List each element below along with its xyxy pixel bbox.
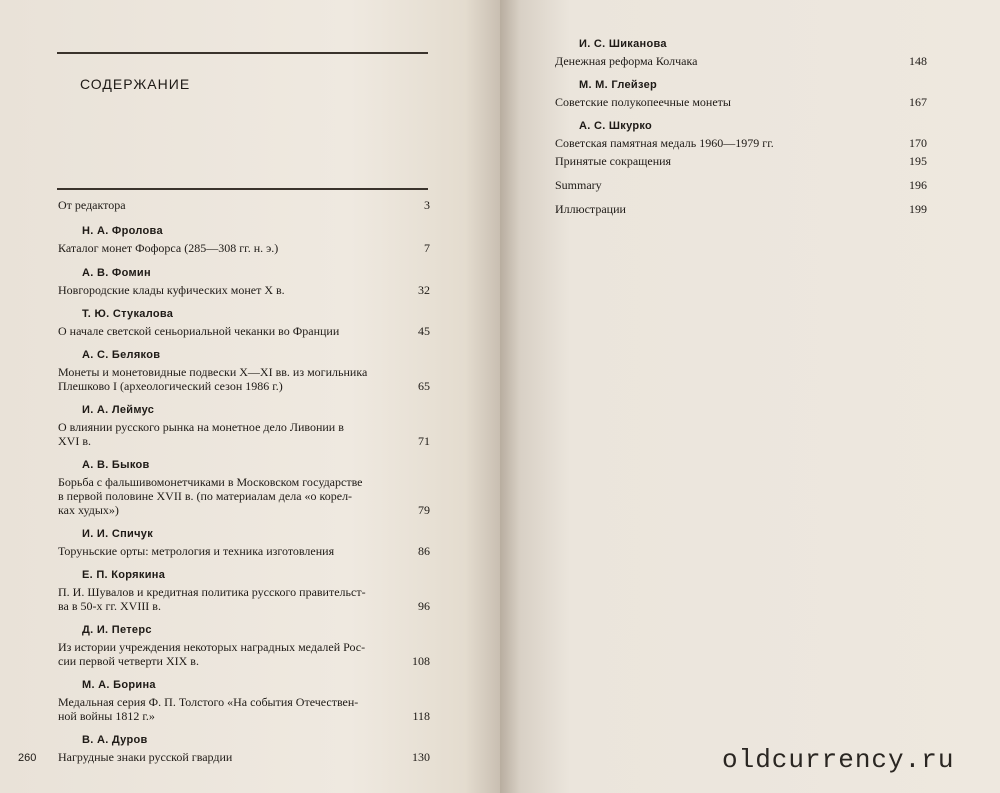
toc-title bbox=[58, 241, 430, 255]
toc-title-line: Принятые сокращения bbox=[555, 154, 672, 168]
toc-page-number: 167 bbox=[909, 95, 927, 109]
toc-title-line: П. И. Шувалов и кредитная политика русского правительст- bbox=[58, 585, 366, 599]
toc-title-line: От редактора bbox=[58, 198, 126, 212]
toc-title bbox=[555, 178, 927, 192]
toc-entry bbox=[555, 202, 927, 216]
toc-page-number: 79 bbox=[418, 503, 430, 517]
toc-entry bbox=[555, 178, 927, 192]
watermark-text: oldcurrency.ru bbox=[722, 745, 955, 775]
toc-title bbox=[58, 695, 430, 723]
toc-title bbox=[58, 640, 430, 668]
toc-entry bbox=[555, 154, 927, 168]
toc-title-line: ной войны 1812 г.» bbox=[58, 709, 155, 723]
toc-title bbox=[58, 544, 430, 558]
toc-author: И. С. Шиканова bbox=[579, 38, 667, 50]
bottom-rule bbox=[57, 188, 428, 190]
toc-author: А. В. Быков bbox=[82, 459, 150, 471]
toc-page-number: 45 bbox=[418, 324, 430, 338]
toc-page-number: 32 bbox=[418, 283, 430, 297]
toc-title bbox=[58, 324, 430, 338]
toc-title bbox=[58, 475, 430, 517]
toc-author: В. А. Дуров bbox=[82, 734, 148, 746]
toc-author: М. М. Глейзер bbox=[579, 79, 658, 91]
toc-author: Е. П. Корякина bbox=[82, 569, 166, 581]
toc-title bbox=[58, 365, 430, 393]
toc-title-line: Монеты и монетовидные подвески X—XI вв. из могильника bbox=[58, 365, 368, 379]
toc-title-line: Новгородские клады куфических монет X в. bbox=[58, 283, 285, 297]
toc-title-line: сии первой четверти XIX в. bbox=[58, 654, 199, 668]
toc-author: И. И. Спичук bbox=[82, 528, 153, 540]
toc-title-line: О влиянии русского рынка на монетное дело Ливонии в bbox=[58, 420, 344, 434]
toc-title-line: Плешково I (археологический сезон 1986 г.) bbox=[58, 379, 283, 393]
toc-title-line: Денежная реформа Колчака bbox=[555, 54, 698, 68]
toc-title bbox=[555, 95, 927, 109]
toc-title-line: ва в 50-х гг. XVIII в. bbox=[58, 599, 161, 613]
toc-title-line: Советские полукопеечные монеты bbox=[555, 95, 731, 109]
page-title: СОДЕРЖАНИЕ bbox=[80, 76, 191, 92]
toc-page-number: 7 bbox=[424, 241, 430, 255]
toc-entry bbox=[555, 120, 927, 150]
toc-title bbox=[58, 283, 430, 297]
toc-title-line: Каталог монет Фофорса (285—308 гг. н. э.) bbox=[58, 241, 279, 255]
toc-title-line: Торуньские орты: метрология и техника изготовления bbox=[58, 544, 335, 558]
toc-author: И. А. Леймус bbox=[82, 404, 155, 416]
toc-title-line: Нагрудные знаки русской гвардии bbox=[58, 750, 233, 764]
toc-title-line: Советская памятная медаль 1960—1979 гг. bbox=[555, 136, 774, 150]
page-number: 260 bbox=[18, 752, 37, 764]
toc-page-number: 108 bbox=[412, 654, 430, 668]
toc-title bbox=[555, 54, 927, 68]
toc-author: Н. А. Фролова bbox=[82, 225, 163, 237]
toc-author: Д. И. Петерс bbox=[82, 624, 152, 636]
top-rule bbox=[57, 52, 428, 54]
toc-title bbox=[58, 750, 430, 764]
toc-title bbox=[555, 136, 927, 150]
toc-page-number: 118 bbox=[412, 709, 430, 723]
toc-title-line: XVI в. bbox=[58, 434, 91, 448]
toc-title-line: в первой половине XVII в. (по материалам дела «о корел- bbox=[58, 489, 353, 503]
toc-title-line: ках худых») bbox=[58, 503, 119, 517]
toc-title bbox=[555, 202, 927, 216]
toc-page-number: 196 bbox=[909, 178, 927, 192]
toc-title bbox=[555, 154, 927, 168]
toc-title-line: О начале светской сеньориальной чеканки во Франции bbox=[58, 324, 340, 338]
toc-title-line: Борьба с фальшивомонетчиками в Московском государстве bbox=[58, 475, 363, 489]
toc-title bbox=[58, 198, 430, 212]
toc-page-number: 3 bbox=[424, 198, 430, 212]
toc-page-number: 148 bbox=[909, 54, 927, 68]
toc-title-line: Из истории учреждения некоторых наградных медалей Рос- bbox=[58, 640, 366, 654]
toc-author: А. С. Шкурко bbox=[579, 120, 653, 132]
toc-title bbox=[58, 585, 430, 613]
toc-page-number: 65 bbox=[418, 379, 430, 393]
toc-page-number: 130 bbox=[412, 750, 430, 764]
toc-title bbox=[58, 420, 430, 448]
toc-page-number: 86 bbox=[418, 544, 430, 558]
toc-page-number: 195 bbox=[909, 154, 927, 168]
toc-author: А. С. Беляков bbox=[82, 349, 161, 361]
toc-author: М. А. Борина bbox=[82, 679, 156, 691]
toc-title-line: Медальная серия Ф. П. Толстого «На события Отечествен- bbox=[58, 695, 359, 709]
toc-entry bbox=[555, 79, 927, 109]
right-page bbox=[500, 0, 1000, 793]
toc-page-number: 170 bbox=[909, 136, 927, 150]
toc-page-number: 96 bbox=[418, 599, 430, 613]
toc-title-line: Summary bbox=[555, 178, 602, 192]
toc-author: Т. Ю. Стукалова bbox=[82, 308, 174, 320]
toc-page-number: 199 bbox=[909, 202, 927, 216]
toc-author: А. В. Фомин bbox=[82, 267, 151, 279]
toc-page-number: 71 bbox=[418, 434, 430, 448]
toc-title-line: Иллюстрации bbox=[555, 202, 626, 216]
toc-entry bbox=[555, 38, 927, 68]
